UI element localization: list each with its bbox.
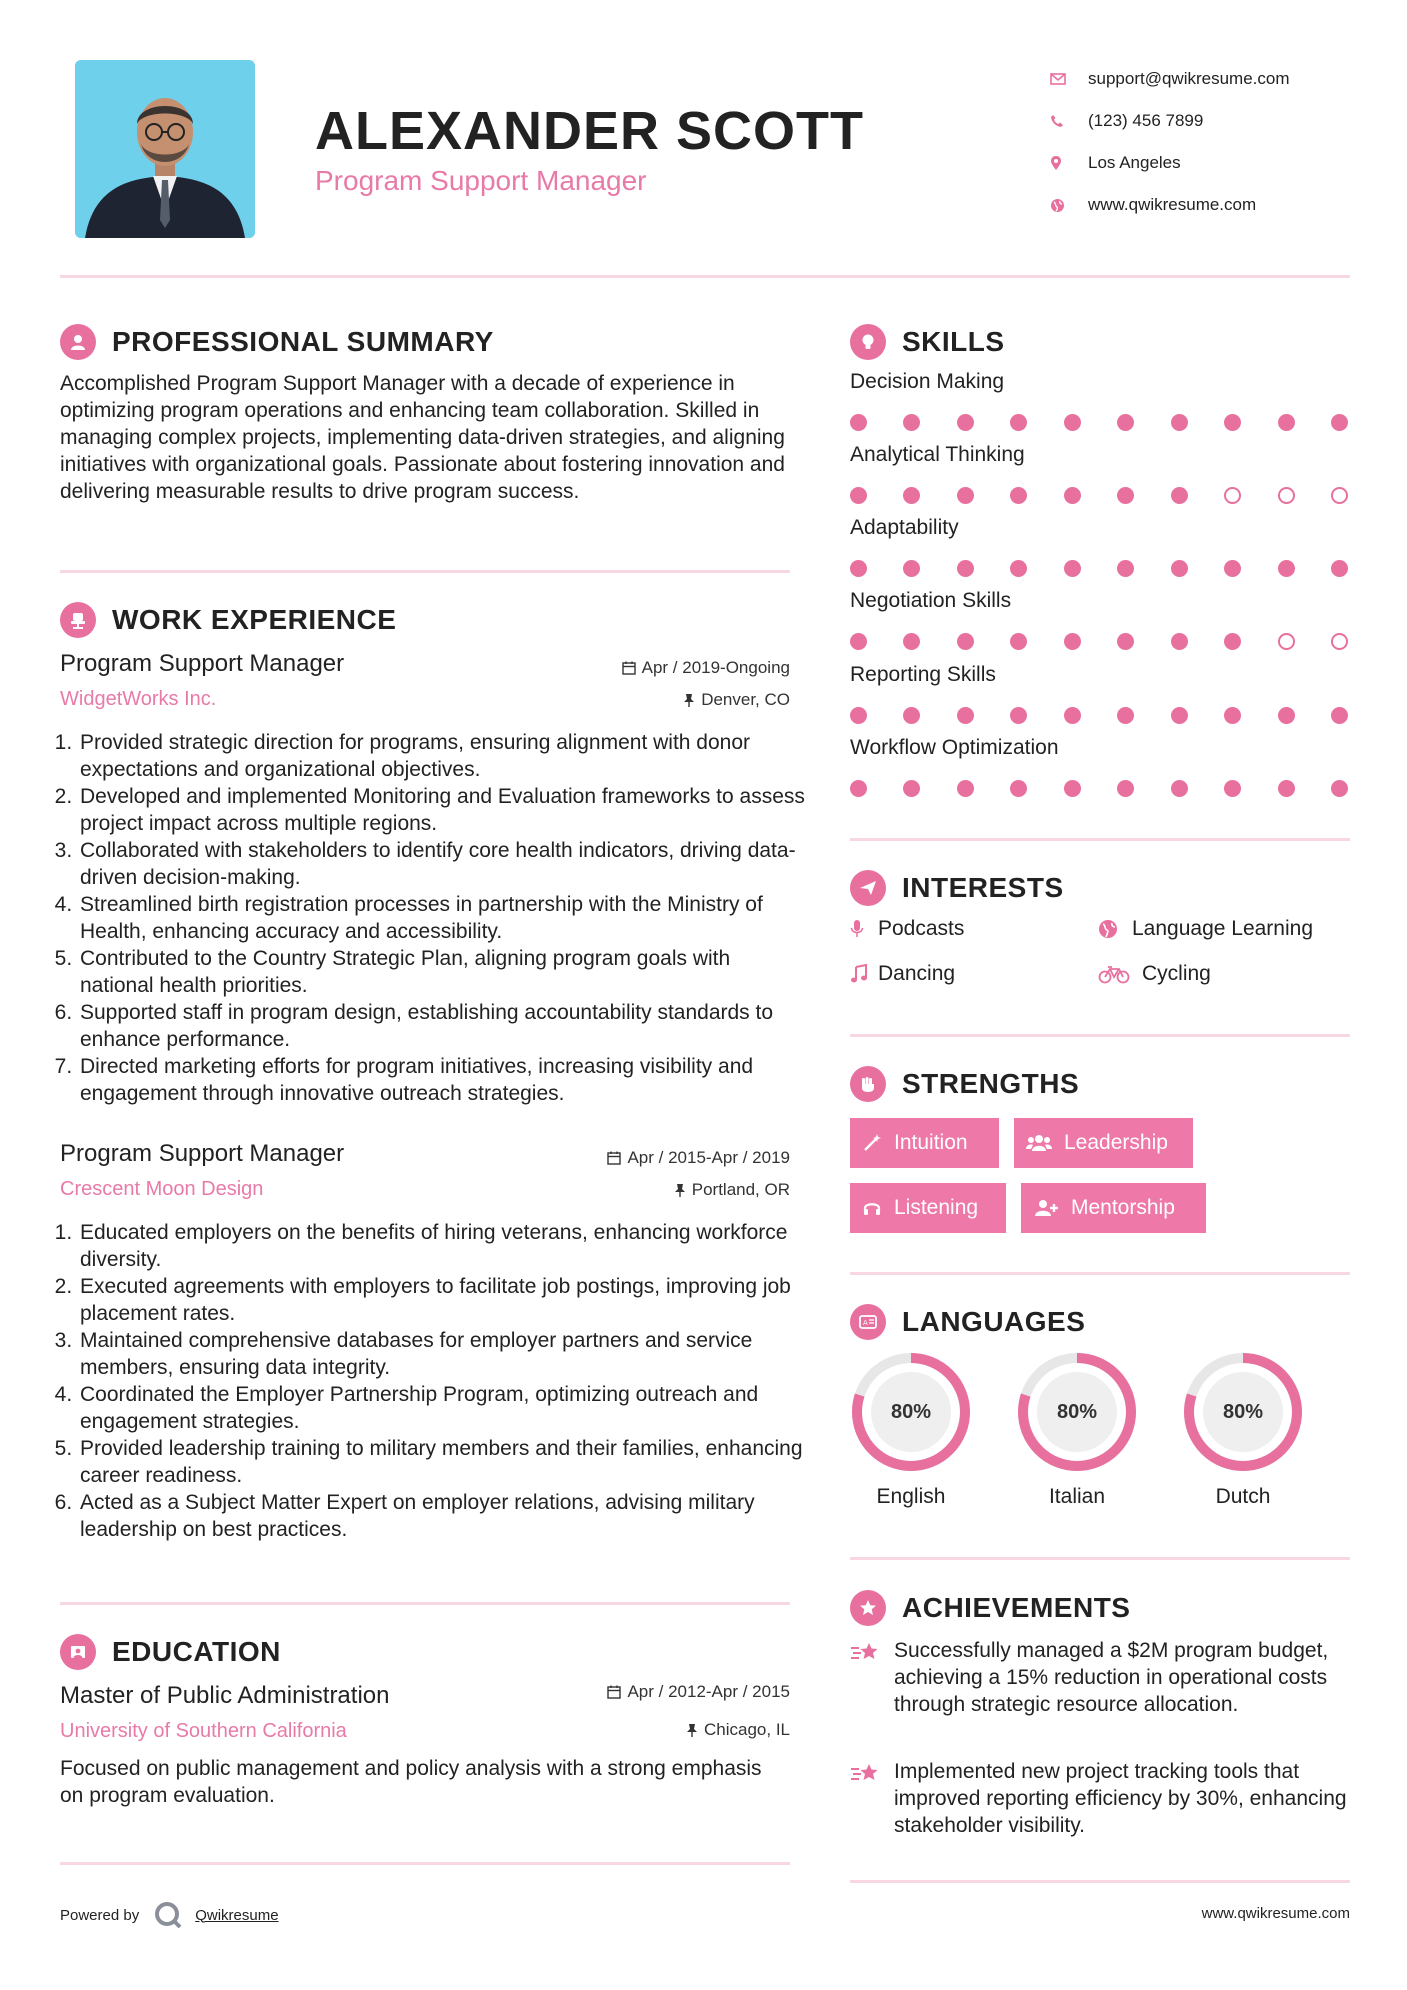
rating-dot-filled [1117, 707, 1134, 724]
job-2-title: Program Support Manager [60, 1140, 345, 1167]
strength-label: Mentorship [1071, 1196, 1175, 1219]
rating-dot-filled [903, 780, 920, 797]
contact-email-text: support@qwikresume.com [1088, 69, 1290, 88]
shooting-star-icon [850, 1637, 894, 1718]
rating-dot-filled [1117, 633, 1134, 650]
skill-rating [850, 487, 1348, 504]
microphone-icon [850, 919, 878, 939]
interest-item [850, 917, 964, 941]
globe-icon [1098, 919, 1132, 939]
rating-dot-filled [1117, 487, 1134, 504]
contact-location [1050, 142, 1290, 184]
rating-dot-filled [1064, 414, 1081, 431]
language-name: Dutch [1215, 1485, 1271, 1508]
list-item: 6. Supported staff in program design, establishing accountability standards to enhance performance. [78, 999, 808, 1053]
rating-dot-filled [1224, 780, 1241, 797]
rating-dot-filled [903, 707, 920, 724]
user-icon [60, 324, 96, 360]
powered-by-label: Powered by [60, 1906, 140, 1924]
experience-title: WORK EXPERIENCE [112, 604, 397, 635]
language-percent: 80% [1222, 1400, 1264, 1423]
job-1-title: Program Support Manager [60, 650, 345, 677]
skill-rating [850, 707, 1348, 724]
skill-item [850, 589, 1350, 650]
education-dates [500, 1682, 790, 1702]
rating-dot-filled [1010, 487, 1027, 504]
rating-dot-filled [1064, 780, 1081, 797]
job-1-dates-text: Apr / 2019-Ongoing [641, 658, 790, 677]
contact-list [1050, 58, 1290, 226]
education-heading [60, 1634, 281, 1670]
rating-dot-filled [1278, 780, 1295, 797]
education-title: EDUCATION [112, 1636, 281, 1667]
list-item: 3. Maintained comprehensive databases for employer partners and service members, ensuring data integrity. [78, 1327, 808, 1381]
fist-icon [850, 1066, 886, 1102]
job-2-dates-text: Apr / 2015-Apr / 2019 [627, 1148, 790, 1167]
job-1-bullets [60, 729, 808, 1107]
job-1-location [500, 690, 790, 710]
headphones-icon [862, 1198, 882, 1218]
rating-dot-filled [1331, 560, 1348, 577]
skill-rating [850, 633, 1348, 650]
achievement-text: Implemented new project tracking tools that improved reporting efficiency by 30%, enhancing stakeholder visibility. [894, 1760, 1347, 1837]
rating-dot-filled [1171, 707, 1188, 724]
rating-dot-filled [957, 414, 974, 431]
interests-title: INTERESTS [902, 872, 1064, 903]
strength-label: Leadership [1064, 1131, 1168, 1154]
languages-divider [850, 1557, 1350, 1560]
rating-dot-filled [1064, 560, 1081, 577]
rating-dot-filled [850, 780, 867, 797]
briefcase-chair-icon [60, 602, 96, 638]
footer-powered-by [60, 1900, 279, 1930]
summary-divider [60, 570, 790, 573]
list-item: 2. Executed agreements with employers to facilitate job postings, improving job placement rates. [78, 1273, 808, 1327]
strength-chip [850, 1183, 1006, 1233]
strengths-heading [850, 1066, 1079, 1102]
strength-label: Intuition [894, 1131, 968, 1154]
profile-photo [75, 60, 255, 238]
bicycle-icon [1098, 964, 1142, 984]
job-2-company: Crescent Moon Design [60, 1178, 264, 1200]
contact-website[interactable] [1050, 184, 1290, 226]
rating-dot-filled [957, 487, 974, 504]
language-name: English [876, 1485, 946, 1508]
rating-dot-filled [1331, 780, 1348, 797]
contact-phone[interactable] [1050, 100, 1290, 142]
strength-label: Listening [894, 1196, 979, 1219]
contact-website-text: www.qwikresume.com [1088, 195, 1257, 214]
education-location [500, 1720, 790, 1740]
envelope-icon [1050, 73, 1088, 85]
rating-dot-filled [1010, 414, 1027, 431]
rating-dot-filled [957, 780, 974, 797]
rating-dot-filled [903, 633, 920, 650]
list-item: 2. Developed and implemented Monitoring and Evaluation frameworks to assess project impact across multiple regions. [78, 783, 808, 837]
contact-email[interactable] [1050, 58, 1290, 100]
achievements-title: ACHIEVEMENTS [902, 1592, 1131, 1623]
contact-phone-text: (123) 456 7899 [1088, 111, 1204, 130]
pushpin-icon [683, 693, 695, 707]
interest-label: Cycling [1142, 962, 1211, 985]
language-percent: 80% [1056, 1400, 1098, 1423]
rating-dot-filled [903, 560, 920, 577]
rating-dot-filled [1331, 707, 1348, 724]
lightbulb-icon [850, 324, 886, 360]
music-note-icon [850, 964, 878, 984]
rating-dot-filled [1010, 633, 1027, 650]
rating-dot-empty [1278, 633, 1295, 650]
interest-label: Language Learning [1132, 917, 1314, 940]
list-item: 5. Contributed to the Country Strategic Plan, aligning program goals with national health priorities. [78, 945, 808, 999]
skills-divider [850, 838, 1350, 841]
rating-dot-filled [1064, 487, 1081, 504]
language-percent: 80% [890, 1400, 932, 1423]
achievement-item [850, 1637, 1350, 1718]
skill-name: Workflow Optimization [850, 736, 1059, 759]
contact-location-text: Los Angeles [1088, 153, 1181, 172]
summary-text: Accomplished Program Support Manager with a decade of experience in optimizing program operations and enhancing team collaboration. Skilled in managing complex projects, implementing data-driven strategies, and aligning initiatives with organizational goals. Passionate about fostering innovation and delivering measurable results to drive program success. [60, 372, 785, 503]
language-item [850, 1351, 972, 1509]
language-item [1016, 1351, 1138, 1509]
globe-icon [1050, 198, 1088, 213]
rating-dot-filled [1117, 414, 1134, 431]
language-icon [850, 1304, 886, 1340]
list-item: 3. Collaborated with stakeholders to identify core health indicators, driving data-driven decision-making. [78, 837, 808, 891]
education-dates-text: Apr / 2012-Apr / 2015 [627, 1682, 790, 1701]
rating-dot-filled [1117, 560, 1134, 577]
education-divider [60, 1862, 790, 1865]
list-item: 1. Educated employers on the benefits of hiring veterans, enhancing workforce diversity. [78, 1219, 808, 1273]
calendar-icon [607, 1685, 621, 1699]
qwikresume-link[interactable]: Qwikresume [195, 1906, 279, 1924]
job-1-location-text: Denver, CO [701, 690, 790, 709]
language-item [1182, 1351, 1304, 1509]
interests-divider [850, 1034, 1350, 1037]
pushpin-icon [686, 1723, 698, 1737]
interest-item [850, 962, 955, 986]
list-item: 5. Provided leadership training to military members and their families, enhancing career readiness. [78, 1435, 808, 1489]
list-item: 7. Directed marketing efforts for program initiatives, increasing visibility and engagement through innovative outreach strategies. [78, 1053, 808, 1107]
skill-item [850, 663, 1350, 724]
achievements-heading [850, 1590, 1130, 1626]
rating-dot-filled [957, 560, 974, 577]
shooting-star-icon [850, 1758, 894, 1839]
skill-item [850, 736, 1350, 797]
group-icon [1026, 1133, 1052, 1153]
skill-name: Reporting Skills [850, 663, 996, 686]
rating-dot-filled [1010, 560, 1027, 577]
job-2-dates [500, 1148, 790, 1168]
rating-dot-filled [1171, 414, 1188, 431]
rating-dot-filled [1010, 707, 1027, 724]
skill-name: Decision Making [850, 370, 1005, 393]
rating-dot-filled [1064, 633, 1081, 650]
rating-dot-filled [1224, 633, 1241, 650]
rating-dot-empty [1331, 487, 1348, 504]
graduation-icon [60, 1634, 96, 1670]
interest-label: Dancing [878, 962, 956, 985]
job-2-location-text: Portland, OR [691, 1180, 790, 1199]
map-pin-icon [1050, 155, 1088, 171]
list-item: 1. Provided strategic direction for programs, ensuring alignment with donor expectations and organizational objectives. [78, 729, 808, 783]
skills-heading [850, 324, 1005, 360]
strength-chip [1021, 1183, 1206, 1233]
pushpin-icon [674, 1183, 686, 1197]
skill-rating [850, 414, 1348, 431]
strength-chip [850, 1118, 999, 1168]
list-item: 6. Acted as a Subject Matter Expert on employer relations, advising military leadership on best practices. [78, 1489, 808, 1543]
rating-dot-filled [850, 707, 867, 724]
rating-dot-filled [1117, 780, 1134, 797]
education-description: Focused on public management and policy analysis with a strong emphasis on program evaluation. [60, 1757, 762, 1807]
rating-dot-filled [1171, 560, 1188, 577]
language-name: Italian [1048, 1485, 1106, 1508]
footer-website[interactable]: www.qwikresume.com [1201, 1905, 1350, 1922]
summary-heading [60, 324, 494, 360]
skill-item [850, 443, 1350, 504]
education-degree: Master of Public Administration [60, 1682, 390, 1709]
experience-divider [60, 1602, 790, 1605]
skill-item [850, 370, 1350, 431]
summary-title: PROFESSIONAL SUMMARY [112, 326, 494, 357]
achievements-divider [850, 1880, 1350, 1883]
skill-rating [850, 560, 1348, 577]
header-divider [60, 275, 1350, 278]
skill-name: Analytical Thinking [850, 443, 1025, 466]
job-2-bullets [60, 1219, 808, 1543]
rating-dot-filled [1010, 780, 1027, 797]
achievement-text: Successfully managed a $2M program budget, achieving a 15% reduction in operational costs through strategic resource allocation. [894, 1639, 1329, 1716]
rating-dot-filled [850, 560, 867, 577]
qwikresume-logo-icon [153, 1900, 183, 1930]
rating-dot-empty [1224, 487, 1241, 504]
rating-dot-filled [1224, 560, 1241, 577]
list-item: 4. Coordinated the Employer Partnership Program, optimizing outreach and engagement strategies. [78, 1381, 808, 1435]
rating-dot-filled [1278, 560, 1295, 577]
interest-item [1098, 962, 1211, 986]
skill-name: Adaptability [850, 516, 959, 539]
magic-wand-icon [862, 1133, 882, 1153]
skills-title: SKILLS [902, 326, 1005, 357]
strength-chip [1014, 1118, 1193, 1168]
rating-dot-filled [957, 633, 974, 650]
rating-dot-filled [957, 707, 974, 724]
rating-dot-filled [1278, 707, 1295, 724]
rating-dot-filled [1171, 633, 1188, 650]
svg-text:A: A [863, 1319, 868, 1327]
languages-title: LANGUAGES [902, 1306, 1086, 1337]
experience-heading [60, 602, 396, 638]
list-item: 4. Streamlined birth registration processes in partnership with the Ministry of Health, enhancing accuracy and accessibility. [78, 891, 808, 945]
job-1-dates [500, 658, 790, 678]
calendar-icon [607, 1151, 621, 1165]
job-2-location [500, 1180, 790, 1200]
rating-dot-filled [1064, 707, 1081, 724]
skill-rating [850, 780, 1348, 797]
phone-icon [1050, 114, 1088, 128]
rating-dot-empty [1278, 487, 1295, 504]
rating-dot-filled [850, 414, 867, 431]
rating-dot-empty [1331, 633, 1348, 650]
rating-dot-filled [1171, 487, 1188, 504]
skill-item [850, 516, 1350, 577]
interest-item [1098, 917, 1313, 941]
rating-dot-filled [1224, 707, 1241, 724]
calendar-icon [622, 661, 636, 675]
skill-name: Negotiation Skills [850, 589, 1012, 612]
interests-heading [850, 870, 1064, 906]
rating-dot-filled [903, 414, 920, 431]
interest-label: Podcasts [878, 917, 965, 940]
add-user-icon [1033, 1198, 1059, 1218]
education-location-text: Chicago, IL [704, 1720, 790, 1739]
languages-heading [850, 1304, 1085, 1340]
rating-dot-filled [850, 487, 867, 504]
rating-dot-filled [1278, 414, 1295, 431]
candidate-title: Program Support Manager [315, 165, 647, 196]
achievement-item [850, 1758, 1350, 1839]
rating-dot-filled [1171, 780, 1188, 797]
paper-plane-icon [850, 870, 886, 906]
job-1-company: WidgetWorks Inc. [60, 688, 217, 710]
candidate-name: ALEXANDER SCOTT [315, 101, 865, 161]
rating-dot-filled [903, 487, 920, 504]
education-school: University of Southern California [60, 1720, 347, 1742]
rating-dot-filled [850, 633, 867, 650]
rating-dot-filled [1224, 414, 1241, 431]
strengths-title: STRENGTHS [902, 1068, 1080, 1099]
star-badge-icon [850, 1590, 886, 1626]
rating-dot-filled [1331, 414, 1348, 431]
strengths-divider [850, 1272, 1350, 1275]
